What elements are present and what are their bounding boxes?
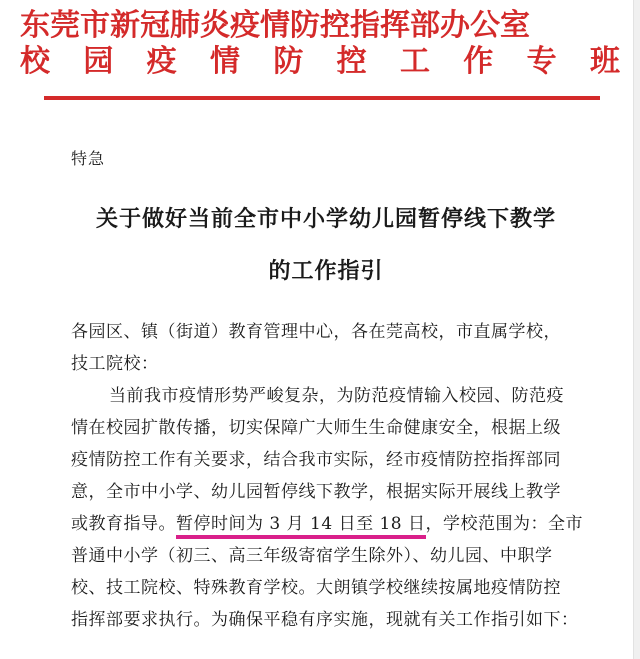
body-paragraph xyxy=(71,380,591,636)
paragraph-line: 意，全市中小学、幼儿园暂停线下教学，根据实际开展线上教学 xyxy=(71,482,561,502)
letterhead-char: 疫 xyxy=(146,44,177,79)
salutation xyxy=(71,316,591,380)
letterhead-char: 校 xyxy=(20,44,50,79)
letterhead-char: 作 xyxy=(463,44,494,79)
paragraph-line: 普通中小学（初三、高三年级寄宿学生除外）、幼儿园、中职学 xyxy=(71,546,553,566)
letterhead-char: 情 xyxy=(209,44,240,79)
letterhead-char: 控 xyxy=(336,44,367,79)
paragraph-line xyxy=(71,508,591,540)
letterhead-issuer: 东莞市新冠肺炎疫情防控指挥部办公室 xyxy=(20,8,530,43)
letterhead-char: 工 xyxy=(399,44,430,79)
document-title-line1: 关于做好当前全市中小学幼儿园暂停线下教学 xyxy=(95,206,556,232)
letterhead xyxy=(20,8,620,80)
paragraph-line: 指挥部要求执行。为确保平稳有序实施，现就有关工作指引如下： xyxy=(71,610,579,630)
salutation-line: 各园区、镇（街道）教育管理中心，各在莞高校，市直属学校， xyxy=(71,322,561,342)
page-edge xyxy=(633,0,640,659)
paragraph-text: 当前我市疫情形势严峻复杂，为防范疫情输入校园、防范疫 xyxy=(109,386,564,406)
paragraph-line: 校、技工院校、特殊教育学校。大朗镇学校继续按属地疫情防控 xyxy=(71,578,561,598)
highlighted-suspension-period: 暂停时间为 3 月 14 日至 18 日 xyxy=(176,514,426,539)
document-title-line2: 的工作指引 xyxy=(268,258,384,284)
urgency-label: 特急 xyxy=(71,149,106,168)
paragraph-line xyxy=(71,380,591,412)
red-divider xyxy=(44,96,600,100)
paragraph-line: 疫情防控工作有关要求，结合我市实际，经市疫情防控指挥部同 xyxy=(71,450,561,470)
letterhead-char: 防 xyxy=(273,44,304,79)
salutation-line: 技工院校： xyxy=(71,354,159,374)
paragraph-text: 或教育指导。 xyxy=(71,514,176,534)
letterhead-char: 专 xyxy=(526,44,557,79)
letterhead-department xyxy=(20,44,620,80)
letterhead-char: 园 xyxy=(83,44,114,79)
paragraph-text: ，学校范围为：全市 xyxy=(425,514,584,534)
letterhead-char: 班 xyxy=(589,44,620,79)
paragraph-line: 情在校园扩散传播，切实保障广大师生生命健康安全，根据上级 xyxy=(71,418,561,438)
